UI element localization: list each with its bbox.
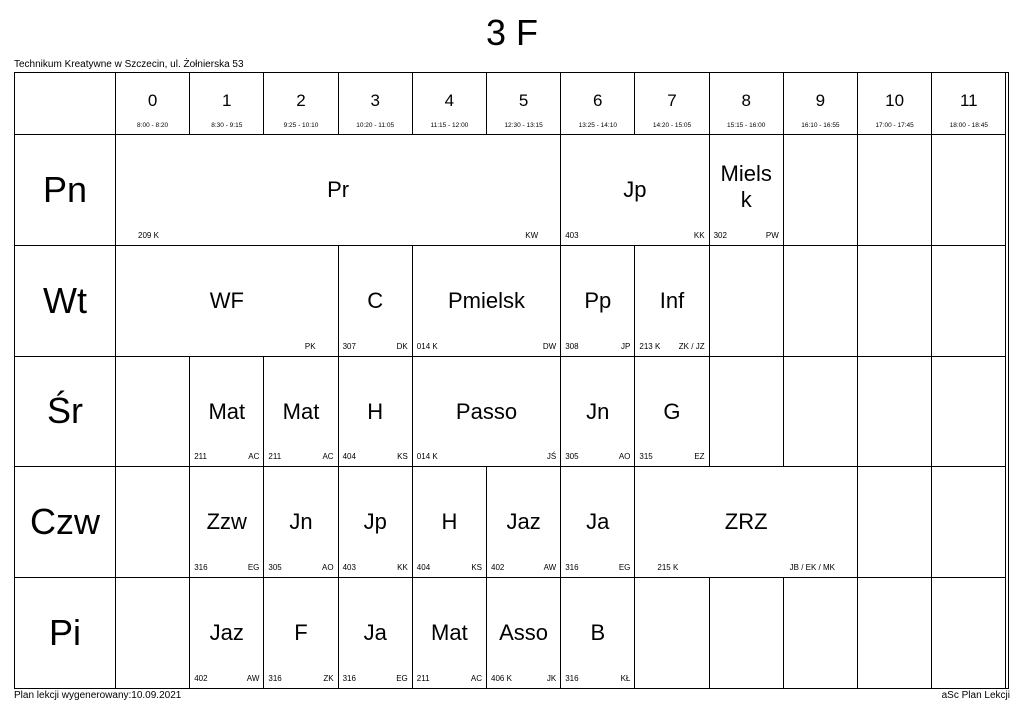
lesson-subject: Jn bbox=[586, 398, 610, 424]
lesson-room: 305 bbox=[565, 452, 579, 462]
lesson-cell[interactable] bbox=[635, 357, 709, 468]
lesson-teacher: JB / EK / MK bbox=[789, 563, 835, 573]
period-number: 10 bbox=[885, 91, 905, 110]
empty-cell bbox=[710, 578, 784, 689]
lesson-teacher: EG bbox=[247, 563, 260, 573]
lesson-subject: Pr bbox=[327, 177, 350, 202]
day-label: Czw bbox=[15, 467, 116, 578]
lesson-room: 403 bbox=[565, 230, 579, 240]
lesson-subject: Ja bbox=[586, 509, 610, 535]
lesson-room: 316 bbox=[342, 673, 356, 683]
lesson-cell[interactable] bbox=[339, 246, 413, 357]
period-header bbox=[561, 73, 635, 135]
lesson-subject: B bbox=[590, 620, 606, 646]
lesson-subject: Mat bbox=[282, 398, 320, 424]
empty-cell bbox=[932, 135, 1006, 246]
period-number: 2 bbox=[296, 91, 306, 110]
lesson-subject: Jaz bbox=[209, 620, 244, 646]
lesson-teacher: ZK bbox=[323, 673, 334, 683]
lesson-teacher: PK bbox=[304, 341, 316, 351]
lesson-cell[interactable] bbox=[487, 578, 561, 689]
period-header bbox=[710, 73, 784, 135]
lesson-subject: Pp bbox=[584, 287, 612, 313]
lesson-teacher: KŁ bbox=[620, 673, 631, 683]
lesson-room: 402 bbox=[491, 563, 505, 573]
lesson-room: 211 bbox=[194, 452, 207, 462]
lesson-room: 209 K bbox=[138, 230, 159, 240]
lesson-teacher: KK bbox=[693, 230, 705, 240]
lesson-teacher: EZ bbox=[694, 452, 705, 462]
lesson-teacher: KK bbox=[397, 563, 408, 573]
lesson-cell[interactable] bbox=[413, 357, 561, 468]
lesson-room: 316 bbox=[565, 563, 579, 573]
day-label: Wt bbox=[15, 246, 116, 357]
empty-cell bbox=[932, 246, 1006, 357]
lesson-teacher: DK bbox=[396, 341, 408, 351]
lesson-room: 302 bbox=[713, 230, 727, 240]
day-label: Pi bbox=[15, 578, 116, 689]
empty-cell bbox=[710, 246, 784, 357]
period-time: 17:00 - 17:45 bbox=[875, 122, 914, 129]
lesson-subject: Ja bbox=[363, 620, 387, 646]
empty-cell bbox=[932, 578, 1006, 689]
lesson-teacher: JK bbox=[546, 673, 557, 683]
period-header bbox=[932, 73, 1006, 135]
lesson-cell[interactable] bbox=[190, 467, 264, 578]
empty-cell bbox=[784, 578, 858, 689]
lesson-teacher: DW bbox=[542, 341, 557, 351]
page-title: 3 F bbox=[485, 12, 538, 53]
lesson-room: 316 bbox=[565, 673, 579, 683]
period-time: 14:20 - 15:05 bbox=[652, 122, 692, 129]
period-time: 15:15 - 16:00 bbox=[727, 122, 766, 129]
lesson-subject: Mat bbox=[208, 398, 246, 424]
empty-cell bbox=[858, 135, 932, 246]
period-header bbox=[635, 73, 709, 135]
period-time: 8:30 - 9:15 bbox=[211, 122, 243, 129]
period-header bbox=[339, 73, 413, 135]
lesson-room: 307 bbox=[342, 341, 356, 351]
lesson-subject: F bbox=[294, 620, 308, 646]
period-number: 3 bbox=[370, 91, 380, 110]
lesson-subject: Miels k bbox=[720, 161, 772, 212]
empty-cell bbox=[635, 578, 709, 689]
lesson-room: 402 bbox=[194, 673, 208, 683]
lesson-room: 316 bbox=[268, 673, 282, 683]
lesson-subject: Jp bbox=[623, 177, 647, 202]
lesson-subject: Asso bbox=[499, 620, 549, 646]
lesson-room: 403 bbox=[342, 563, 356, 573]
lesson-cell[interactable] bbox=[264, 467, 338, 578]
period-number: 4 bbox=[444, 91, 455, 110]
day-label: Pn bbox=[15, 135, 116, 246]
lesson-teacher: AO bbox=[322, 563, 334, 573]
lesson-room: 213 K bbox=[639, 341, 661, 351]
lesson-teacher: AO bbox=[618, 452, 631, 462]
period-header bbox=[413, 73, 487, 135]
lesson-cell[interactable] bbox=[413, 578, 487, 689]
period-time: 8:00 - 8:20 bbox=[137, 122, 169, 129]
lesson-subject: H bbox=[367, 398, 384, 424]
empty-cell bbox=[932, 467, 1006, 578]
period-header bbox=[487, 73, 561, 135]
lesson-teacher: AC bbox=[248, 452, 260, 462]
period-number: 8 bbox=[741, 91, 751, 110]
lesson-subject: Mat bbox=[431, 620, 468, 646]
lesson-subject: Passo bbox=[455, 398, 518, 424]
lesson-cell[interactable] bbox=[339, 578, 413, 689]
lesson-cell[interactable] bbox=[635, 467, 858, 578]
lesson-teacher: KW bbox=[525, 230, 539, 240]
lesson-room: 014 K bbox=[416, 341, 438, 351]
lesson-subject: WF bbox=[209, 287, 244, 313]
lesson-cell[interactable] bbox=[561, 357, 635, 468]
lesson-teacher: EG bbox=[396, 673, 408, 683]
lesson-cell[interactable] bbox=[413, 467, 487, 578]
empty-cell bbox=[116, 467, 190, 578]
lesson-teacher: EG bbox=[618, 563, 631, 573]
lesson-teacher: AW bbox=[543, 563, 557, 573]
corner-cell bbox=[15, 73, 116, 135]
empty-cell bbox=[784, 135, 858, 246]
lesson-room: 404 bbox=[416, 563, 431, 573]
lesson-cell[interactable] bbox=[264, 357, 338, 468]
lesson-cell[interactable] bbox=[413, 246, 561, 357]
period-number: 6 bbox=[593, 91, 603, 110]
lesson-teacher: ZK / JZ bbox=[678, 341, 705, 351]
lesson-cell[interactable] bbox=[190, 578, 264, 689]
lesson-teacher: PW bbox=[765, 230, 779, 240]
lesson-room: 215 K bbox=[657, 563, 679, 573]
lesson-room: 316 bbox=[194, 563, 208, 573]
lesson-room: 305 bbox=[268, 563, 282, 573]
empty-cell bbox=[116, 357, 190, 468]
lesson-cell[interactable] bbox=[561, 578, 635, 689]
period-number: 0 bbox=[147, 91, 158, 110]
lesson-teacher: AC bbox=[470, 673, 482, 683]
period-header bbox=[116, 73, 190, 135]
period-time: 13:25 - 14:10 bbox=[578, 122, 617, 129]
lesson-subject: Pmielsk bbox=[447, 287, 525, 313]
lesson-cell[interactable] bbox=[339, 467, 413, 578]
day-label: Śr bbox=[15, 357, 116, 468]
lesson-room: 211 bbox=[416, 673, 430, 683]
lesson-cell[interactable] bbox=[635, 246, 709, 357]
lesson-subject: Zzw bbox=[206, 509, 247, 535]
period-time: 10:20 - 11:05 bbox=[356, 122, 395, 129]
lesson-cell[interactable] bbox=[264, 578, 338, 689]
lesson-cell[interactable] bbox=[561, 246, 635, 357]
lesson-teacher: KS bbox=[471, 563, 482, 573]
lesson-teacher: AW bbox=[246, 673, 260, 683]
lesson-subject: Inf bbox=[659, 287, 685, 313]
lesson-cell[interactable] bbox=[190, 357, 264, 468]
lesson-room: 404 bbox=[342, 452, 356, 462]
lesson-subject: Jn bbox=[289, 509, 313, 535]
lesson-cell[interactable] bbox=[561, 467, 635, 578]
school-name: Technikum Kreatywne w Szczecin, ul. Żołnierska 53 bbox=[14, 59, 244, 70]
empty-cell bbox=[932, 357, 1006, 468]
period-number: 9 bbox=[815, 91, 826, 110]
lesson-room: 315 bbox=[639, 452, 653, 462]
lesson-room: 308 bbox=[565, 341, 579, 351]
lesson-teacher: KS bbox=[397, 452, 408, 462]
lesson-subject: G bbox=[663, 398, 681, 424]
lesson-cell[interactable] bbox=[339, 357, 413, 468]
empty-cell bbox=[858, 467, 932, 578]
empty-cell bbox=[784, 357, 858, 468]
app-credit: aSc Plan Lekcji bbox=[941, 690, 1010, 701]
period-number: 7 bbox=[667, 91, 677, 110]
generated-date: Plan lekcji wygenerowany:10.09.2021 bbox=[14, 690, 182, 701]
period-number: 11 bbox=[959, 91, 978, 110]
lesson-subject: H bbox=[441, 509, 458, 535]
empty-cell bbox=[784, 246, 858, 357]
period-time: 18:00 - 18:45 bbox=[949, 122, 988, 129]
lesson-subject: C bbox=[367, 287, 384, 313]
timetable-grid bbox=[14, 72, 1009, 689]
lesson-subject: Jaz bbox=[506, 509, 541, 535]
empty-cell bbox=[858, 578, 932, 689]
lesson-room: 014 K bbox=[416, 452, 438, 462]
lesson-cell[interactable] bbox=[116, 246, 339, 357]
period-number: 5 bbox=[518, 91, 529, 110]
period-time: 12:30 - 13:15 bbox=[504, 122, 543, 129]
period-header bbox=[784, 73, 858, 135]
period-header bbox=[190, 73, 264, 135]
period-header bbox=[858, 73, 932, 135]
period-time: 11:15 - 12:00 bbox=[430, 122, 469, 129]
empty-cell bbox=[116, 578, 190, 689]
empty-cell bbox=[858, 246, 932, 357]
lesson-teacher: JŚ bbox=[546, 452, 557, 462]
empty-cell bbox=[858, 357, 932, 468]
empty-cell bbox=[710, 357, 784, 468]
lesson-subject: ZRZ bbox=[724, 509, 768, 535]
lesson-room: 211 bbox=[268, 452, 282, 462]
period-time: 9:25 - 10:10 bbox=[283, 122, 319, 129]
lesson-cell[interactable] bbox=[487, 467, 561, 578]
lesson-subject: Jp bbox=[363, 509, 387, 535]
period-number: 1 bbox=[222, 91, 232, 110]
lesson-cell[interactable] bbox=[561, 135, 709, 246]
lesson-teacher: AC bbox=[322, 452, 334, 462]
lesson-room: 406 K bbox=[491, 673, 512, 683]
lesson-cell[interactable] bbox=[710, 135, 784, 246]
period-time: 16:10 - 16:55 bbox=[801, 122, 840, 129]
lesson-cell[interactable] bbox=[116, 135, 561, 246]
period-header bbox=[264, 73, 338, 135]
lesson-teacher: JP bbox=[621, 341, 631, 351]
